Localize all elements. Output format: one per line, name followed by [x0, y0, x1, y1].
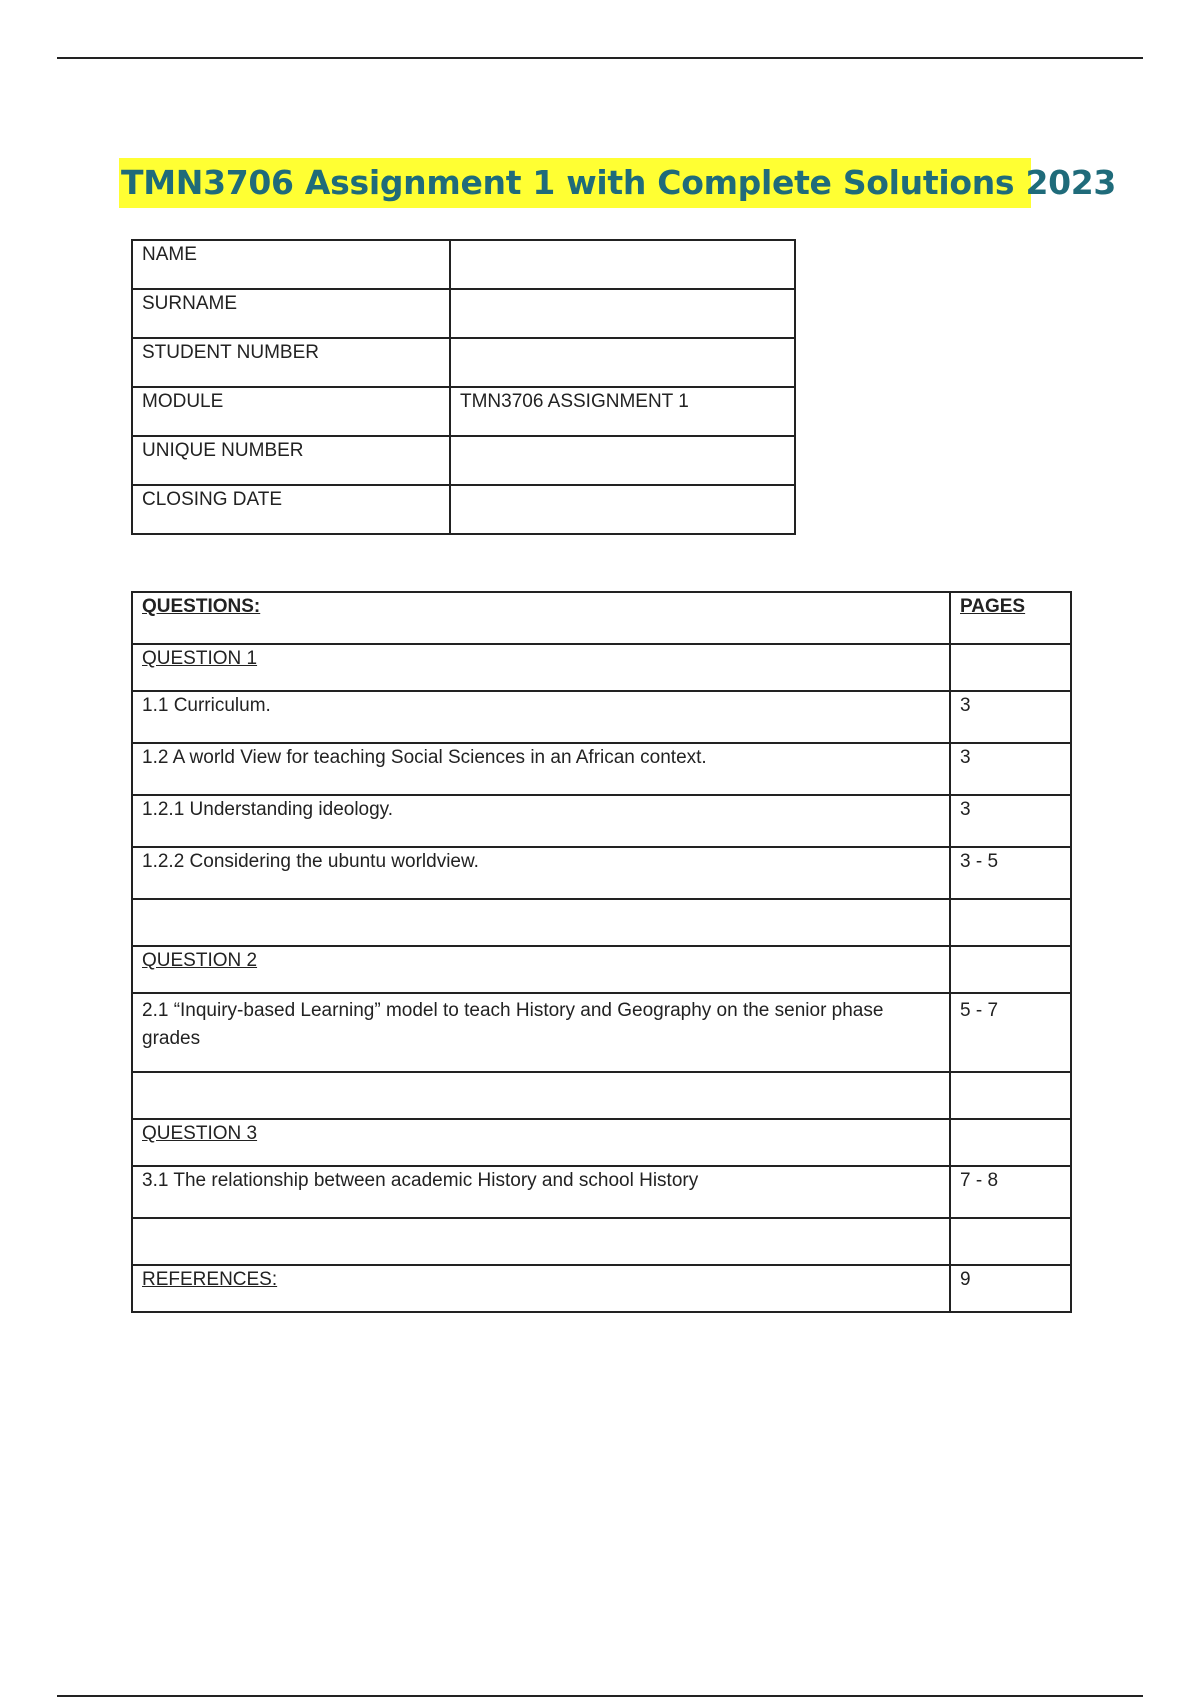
info-label: STUDENT NUMBER [132, 338, 450, 387]
bottom-rule [57, 1695, 1143, 1697]
info-row [132, 240, 795, 289]
info-row [132, 485, 795, 534]
info-value [450, 338, 795, 387]
empty-cell [132, 899, 950, 946]
info-value [450, 240, 795, 289]
info-row [132, 436, 795, 485]
question-heading: QUESTION 1 [132, 644, 950, 691]
page-range [950, 1119, 1071, 1166]
info-label: UNIQUE NUMBER [132, 436, 450, 485]
info-value [450, 289, 795, 338]
question-item: 1.2.1 Understanding ideology. [132, 795, 950, 847]
questions-header-row [132, 592, 1071, 644]
page-range: 9 [950, 1265, 1071, 1312]
table-row [132, 743, 1071, 795]
table-row [132, 691, 1071, 743]
document-title: TMN3706 Assignment 1 with Complete Solutions 2023 [119, 158, 1031, 208]
page-range: 5 - 7 [950, 993, 1071, 1072]
question-item: 1.1 Curriculum. [132, 691, 950, 743]
question-heading: QUESTION 2 [132, 946, 950, 993]
question-item: 2.1 “Inquiry-based Learning” model to teach History and Geography on the senior phase grades [132, 993, 950, 1072]
question-heading: QUESTION 3 [132, 1119, 950, 1166]
table-row [132, 847, 1071, 899]
page-range: 3 [950, 795, 1071, 847]
info-row [132, 289, 795, 338]
table-row [132, 899, 1071, 946]
table-row [132, 1218, 1071, 1265]
table-row [132, 1072, 1071, 1119]
table-row [132, 946, 1071, 993]
page-range [950, 946, 1071, 993]
page-range: 3 [950, 743, 1071, 795]
page-range [950, 899, 1071, 946]
info-row [132, 387, 795, 436]
table-row [132, 1265, 1071, 1312]
info-row [132, 338, 795, 387]
page-range [950, 1218, 1071, 1265]
questions-table [131, 591, 1072, 1313]
questions-header: QUESTIONS: [132, 592, 950, 644]
info-label: CLOSING DATE [132, 485, 450, 534]
page-range [950, 644, 1071, 691]
info-value: TMN3706 ASSIGNMENT 1 [450, 387, 795, 436]
question-item: 1.2 A world View for teaching Social Sciences in an African context. [132, 743, 950, 795]
question-item: 1.2.2 Considering the ubuntu worldview. [132, 847, 950, 899]
page-range: 3 [950, 691, 1071, 743]
page-range: 3 - 5 [950, 847, 1071, 899]
info-value [450, 485, 795, 534]
info-label: SURNAME [132, 289, 450, 338]
info-value [450, 436, 795, 485]
student-info-table [131, 239, 796, 535]
table-row [132, 993, 1071, 1072]
info-label: NAME [132, 240, 450, 289]
table-row [132, 1166, 1071, 1218]
page-range [950, 1072, 1071, 1119]
pages-header: PAGES [950, 592, 1071, 644]
page-range: 7 - 8 [950, 1166, 1071, 1218]
table-row [132, 795, 1071, 847]
references-heading: REFERENCES: [132, 1265, 950, 1312]
table-row [132, 644, 1071, 691]
table-row [132, 1119, 1071, 1166]
empty-cell [132, 1072, 950, 1119]
top-rule [57, 57, 1143, 59]
info-label: MODULE [132, 387, 450, 436]
question-item: 3.1 The relationship between academic History and school History [132, 1166, 950, 1218]
empty-cell [132, 1218, 950, 1265]
